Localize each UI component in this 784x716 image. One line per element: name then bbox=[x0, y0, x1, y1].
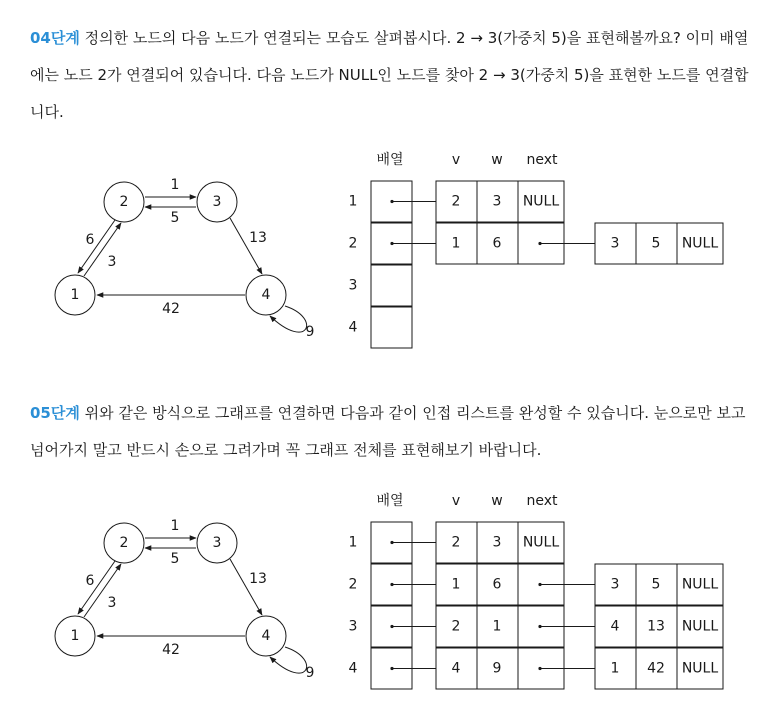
list-node-v: 2 bbox=[451, 193, 461, 210]
graph-node-label: 2 bbox=[119, 535, 129, 551]
array-cell bbox=[371, 265, 412, 306]
graph-node-label: 1 bbox=[70, 287, 80, 303]
graph-node-label: 1 bbox=[70, 628, 80, 644]
list-node-next: NULL bbox=[681, 235, 719, 252]
list-node-v: 2 bbox=[451, 618, 461, 635]
list-node-w: 3 bbox=[492, 193, 502, 210]
header-w: w bbox=[491, 493, 503, 509]
step-05-label: 05단계 bbox=[30, 404, 80, 422]
edge-weight-label: 42 bbox=[162, 642, 180, 658]
edge-weight-label: 1 bbox=[170, 518, 180, 534]
array-cell bbox=[371, 307, 412, 348]
graph-node-label: 3 bbox=[212, 194, 222, 210]
array-index-label: 2 bbox=[348, 235, 358, 252]
figure-04 bbox=[0, 140, 784, 360]
list-node-v: 1 bbox=[451, 235, 461, 252]
list-node-w: 5 bbox=[651, 235, 661, 252]
list-node-next: NULL bbox=[522, 534, 560, 551]
edge-weight-label: 13 bbox=[249, 230, 267, 246]
edge-weight-label: 5 bbox=[170, 210, 180, 226]
list-node-w: 9 bbox=[492, 660, 502, 677]
step-04-paragraph bbox=[30, 20, 760, 131]
list-node-v: 1 bbox=[610, 660, 620, 677]
list-node-v: 3 bbox=[610, 235, 620, 252]
array-index-label: 2 bbox=[348, 576, 358, 593]
graph-node-label: 4 bbox=[261, 287, 271, 303]
list-node-next: NULL bbox=[681, 576, 719, 593]
array-index-label: 4 bbox=[348, 319, 358, 336]
list-node-w: 13 bbox=[647, 618, 665, 635]
list-node-w: 6 bbox=[492, 235, 502, 252]
array-index-label: 3 bbox=[348, 618, 358, 635]
header-array: 배열 bbox=[376, 152, 404, 168]
step-05-paragraph bbox=[30, 395, 760, 469]
edge-3-4 bbox=[230, 559, 262, 615]
list-node-next: NULL bbox=[681, 618, 719, 635]
array-index-label: 1 bbox=[348, 193, 358, 210]
step-05-text: 위와 같은 방식으로 그래프를 연결하면 다음과 같이 인접 리스트를 완성할 수 있습니다. 눈으로만 보고 넘어가지 말고 반드시 손으로 그려가며 꼭 그래프 전체를 표현해보기 바랍니다. bbox=[30, 404, 746, 459]
step-04-label: 04단계 bbox=[30, 29, 80, 47]
header-v: v bbox=[451, 493, 461, 509]
list-node-w: 3 bbox=[492, 534, 502, 551]
array-index-label: 1 bbox=[348, 534, 358, 551]
step-04-text: 정의한 노드의 다음 노드가 연결되는 모습도 살펴봅시다. 2 → 3(가중치 5)을 표현해볼까요? 이미 배열에는 노드 2가 연결되어 있습니다. 다음 노드가 NULL인 노드를 찾아 2 → 3(가중치 5)을 표현한 노드를 연결합니다. bbox=[30, 29, 749, 121]
edge-3-4 bbox=[230, 218, 262, 274]
header-v: v bbox=[451, 152, 461, 168]
edge-weight-label: 3 bbox=[107, 595, 117, 611]
edge-weight-label: 9 bbox=[305, 665, 315, 681]
header-next: next bbox=[526, 493, 558, 509]
edge-weight-label: 1 bbox=[170, 177, 180, 193]
graph-node-label: 2 bbox=[119, 194, 129, 210]
edge-weight-label: 9 bbox=[305, 324, 315, 340]
list-node-v: 4 bbox=[451, 660, 461, 677]
list-node-next: NULL bbox=[681, 660, 719, 677]
edge-weight-label: 6 bbox=[85, 232, 95, 248]
list-node-v: 1 bbox=[451, 576, 461, 593]
array-index-label: 3 bbox=[348, 277, 358, 294]
list-node-w: 6 bbox=[492, 576, 502, 593]
array-index-label: 4 bbox=[348, 660, 358, 677]
list-node-v: 4 bbox=[610, 618, 620, 635]
figure-05 bbox=[0, 481, 784, 701]
list-node-w: 1 bbox=[492, 618, 502, 635]
header-w: w bbox=[491, 152, 503, 168]
list-node-next: NULL bbox=[522, 193, 560, 210]
header-next: next bbox=[526, 152, 558, 168]
edge-weight-label: 13 bbox=[249, 571, 267, 587]
header-array: 배열 bbox=[376, 493, 404, 509]
list-node-v: 3 bbox=[610, 576, 620, 593]
edge-weight-label: 6 bbox=[85, 573, 95, 589]
edge-weight-label: 42 bbox=[162, 301, 180, 317]
list-node-w: 42 bbox=[647, 660, 665, 677]
list-node-v: 2 bbox=[451, 534, 461, 551]
graph-node-label: 3 bbox=[212, 535, 222, 551]
edge-weight-label: 5 bbox=[170, 551, 180, 567]
list-node-w: 5 bbox=[651, 576, 661, 593]
graph-node-label: 4 bbox=[261, 628, 271, 644]
edge-weight-label: 3 bbox=[107, 254, 117, 270]
